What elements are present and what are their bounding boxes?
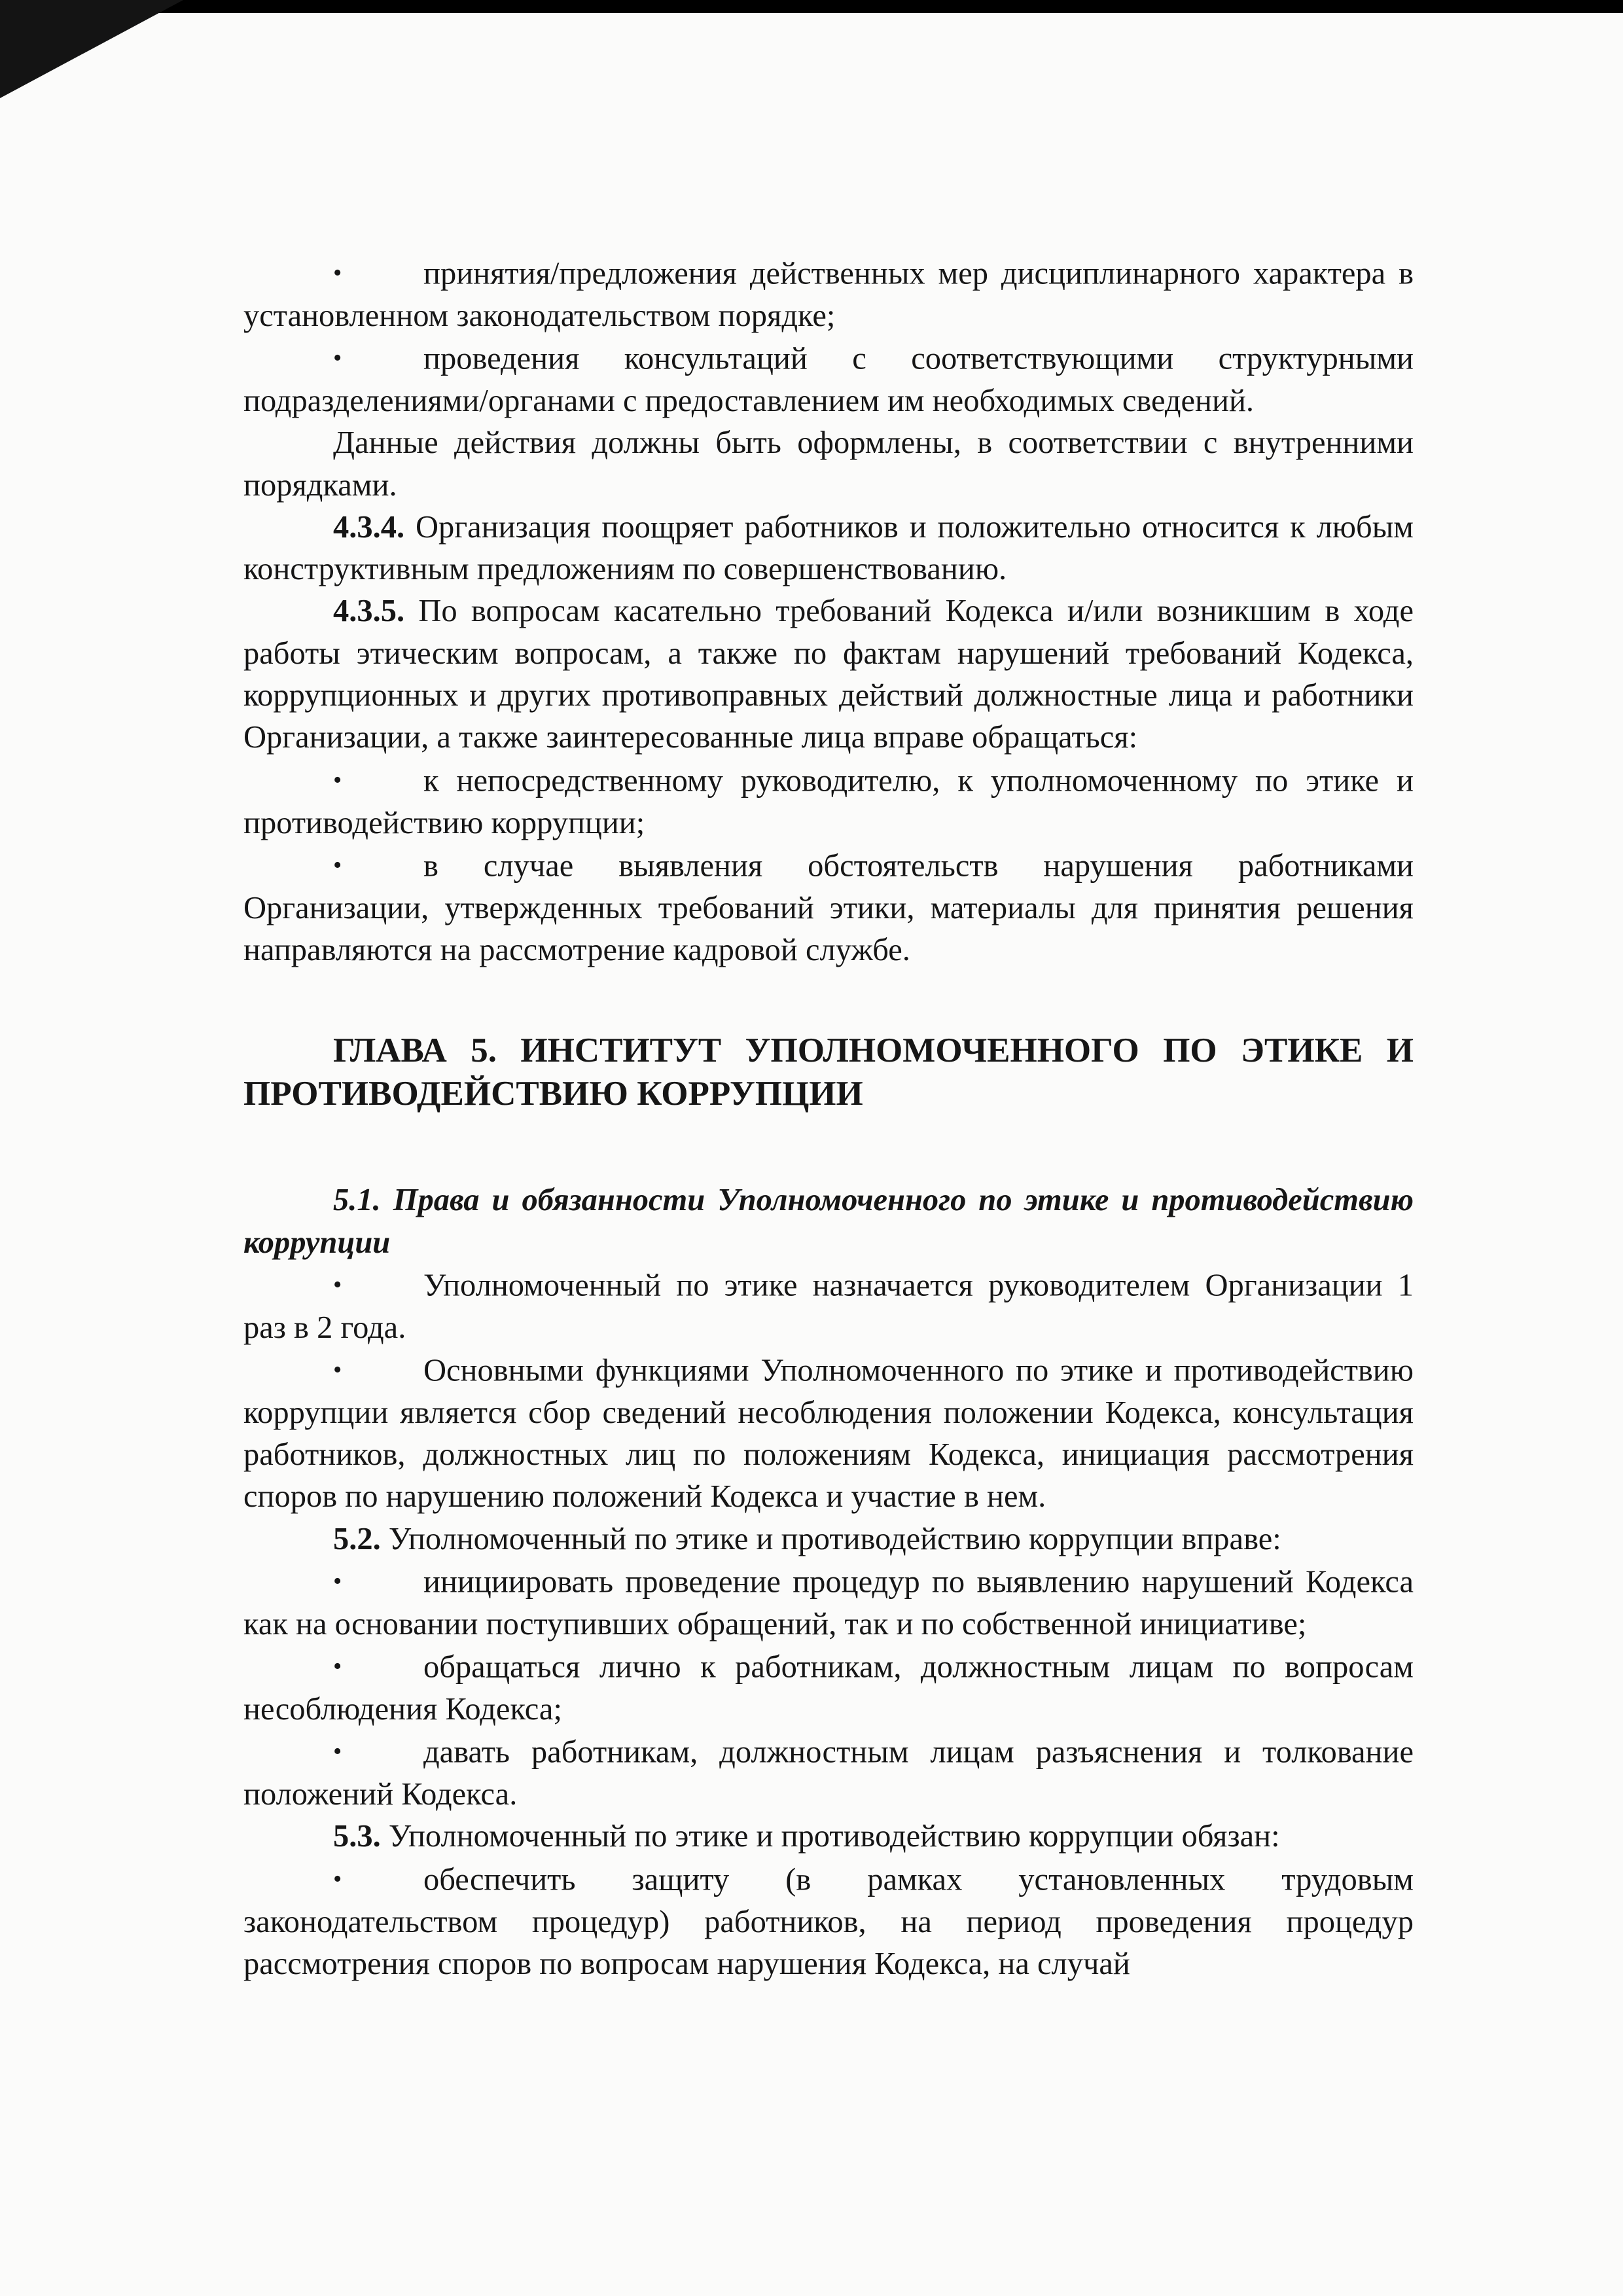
list-item: • обеспечить защиту (в рамках установленных трудовым законодательством процедур) работников, на период проведения процедур рассмотрения споров по вопросам нарушения Кодекса, на случай <box>243 1858 1414 1985</box>
bullet-icon: • <box>333 1355 342 1384</box>
list-item: • в случае выявления обстоятельств нарушения работниками Организации, утвержденных требований этики, материалы для принятия решения направляются на рассмотрение кадровой службе. <box>243 844 1414 971</box>
bullet-icon: • <box>333 1270 342 1299</box>
chapter-heading: ГЛАВА 5. ИНСТИТУТ УПОЛНОМОЧЕННОГО ПО ЭТИКЕ И ПРОТИВОДЕЙСТВИЮ КОРРУПЦИИ <box>243 1031 1414 1113</box>
list-item: • Основными функциями Уполномоченного по этике и противодействию коррупции является сбор сведений несоблюдения положении Кодекса, консультация работников, должностных лиц по положениям Кодекса, инициация рассмотрения споров по нарушению положений Кодекса и участие в нем. <box>243 1349 1414 1518</box>
list-item: • к непосредственному руководителю, к уполномоченному по этике и противодействию коррупции; <box>243 759 1414 844</box>
paragraph-4-3-4: 4.3.4. Организация поощряет работников и положительно относится к любым конструктивным предложениям по совершенствованию. <box>243 509 1414 587</box>
list-item: • Уполномоченный по этике назначается руководителем Организации 1 раз в 2 года. <box>243 1264 1414 1349</box>
section-heading-5-1: 5.1. Права и обязанности Уполномоченного по этике и противодействию коррупции <box>243 1183 1414 1260</box>
bullet-icon: • <box>333 1568 342 1595</box>
clause-number: 5.2. <box>333 1521 381 1556</box>
bullet-icon: • <box>333 851 342 879</box>
paragraph-5-2: 5.2. Уполномоченный по этике и противодействию коррупции вправе: <box>333 1521 1281 1556</box>
bullet-icon: • <box>333 344 342 372</box>
bullet-icon: • <box>333 259 342 287</box>
paragraph-4-3-5: 4.3.5. По вопросам касательно требований Кодекса и/или возникшим в ходе работы этическим вопросам, а также по фактам нарушений требований Кодекса, коррупционных и других противоправных действий должностные лица и работники Организации, а также заинтересованные лица вправе обращаться: <box>243 594 1414 755</box>
paragraph-actions: Данные действия должны быть оформлены, в соответствии с внутренними порядками. <box>243 425 1414 503</box>
bullet-icon: • <box>333 766 342 794</box>
list-item: • инициировать проведение процедур по выявлению нарушений Кодекса как на основании поступивших обращений, так и по собственной инициативе; <box>243 1560 1414 1645</box>
scan-top-edge <box>0 0 1623 13</box>
list-item: • принятия/предложения действенных мер дисциплинарного характера в установленном законодательством порядке; <box>243 252 1414 337</box>
list-item: • проведения консультаций с соответствующими структурными подразделениями/органами с предоставлением им необходимых сведений. <box>243 337 1414 422</box>
paragraph-5-3: 5.3. Уполномоченный по этике и противодействию коррупции обязан: <box>333 1819 1280 1854</box>
clause-number: 4.3.4. <box>333 509 405 545</box>
scan-folded-corner <box>0 0 183 98</box>
list-item: • обращаться лично к работникам, должностным лицам по вопросам несоблюдения Кодекса; <box>243 1645 1414 1731</box>
list-item: • давать работникам, должностным лицам разъяснения и толкование положений Кодекса. <box>243 1731 1414 1816</box>
bullet-icon: • <box>333 1865 342 1893</box>
clause-number: 5.3. <box>333 1819 381 1854</box>
clause-number: 4.3.5. <box>333 594 405 629</box>
bullet-icon: • <box>333 1738 342 1766</box>
bullet-icon: • <box>333 1653 342 1681</box>
document-body <box>243 252 1414 1985</box>
